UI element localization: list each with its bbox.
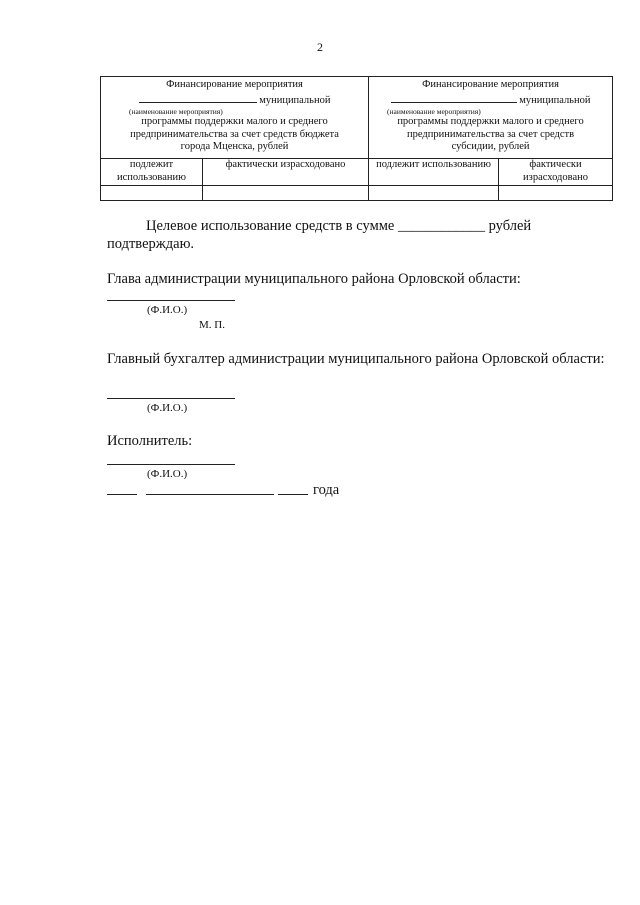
head-title: Глава администрации муниципального района Орловской области: — [107, 271, 521, 287]
table-cell — [499, 186, 613, 201]
header-right-note: (наименование мероприятия) — [387, 107, 481, 116]
header-left-cell — [101, 77, 369, 159]
table-cell — [101, 186, 203, 201]
accountant-fio-label: (Ф.И.О.) — [147, 402, 188, 414]
header-right-line1: Финансирование мероприятия — [422, 79, 559, 90]
header-left-line1: Финансирование мероприятия — [166, 79, 303, 90]
table-cell — [369, 186, 499, 201]
table-subheader-row — [101, 159, 613, 186]
head-fio-label: (Ф.И.О.) — [147, 304, 188, 316]
date-day-blank — [107, 494, 137, 495]
head-signature-line — [107, 300, 235, 301]
header-right-line4: предпринимательства за счет средств — [406, 128, 575, 140]
header-left-line4: предпринимательства за счет средств бюджета — [130, 128, 339, 140]
confirm-amount-blank: ____________ — [397, 218, 485, 234]
financing-table — [100, 76, 613, 201]
confirm-line2: подтверждаю. — [107, 236, 195, 252]
header-left-line3: программы поддержки малого и среднего — [141, 116, 328, 127]
confirm-currency: рублей — [488, 218, 532, 234]
header-left-note: (наименование мероприятия) — [129, 107, 223, 116]
accountant-title: Главный бухгалтер администрации муниципального района Орловской области: — [107, 351, 605, 367]
subheader-cell: подлежит использованию — [101, 159, 203, 186]
header-left-line5: города Мценска, рублей — [180, 141, 289, 152]
header-right-cell — [369, 77, 613, 159]
executor-fio-label: (Ф.И.О.) — [147, 468, 188, 480]
header-left-blank — [139, 92, 257, 103]
table-header-row — [101, 77, 613, 159]
table-row — [101, 186, 613, 201]
accountant-signature-line — [107, 398, 235, 399]
subheader-cell: фактически израсходовано — [203, 159, 369, 186]
date-year-blank — [278, 494, 308, 495]
subheader-cell: фактически израсходовано — [499, 159, 613, 186]
header-right-line5: субсидии, рублей — [451, 141, 530, 152]
header-left-line2: муниципальной — [259, 94, 331, 106]
executor-signature-line — [107, 464, 235, 465]
header-right-line2: муниципальной — [519, 94, 591, 106]
header-right-line3: программы поддержки малого и среднего — [397, 116, 584, 127]
table-cell — [203, 186, 369, 201]
date-suffix: года — [313, 482, 340, 498]
executor-title: Исполнитель: — [107, 433, 193, 449]
date-month-blank — [146, 494, 274, 495]
header-right-blank — [391, 92, 517, 103]
subheader-cell: подлежит использованию — [369, 159, 499, 186]
confirm-text: Целевое использование средств в сумме — [146, 218, 395, 234]
page-number: 2 — [317, 40, 323, 54]
stamp-label: М. П. — [199, 319, 225, 331]
confirm-line1 — [146, 217, 531, 235]
